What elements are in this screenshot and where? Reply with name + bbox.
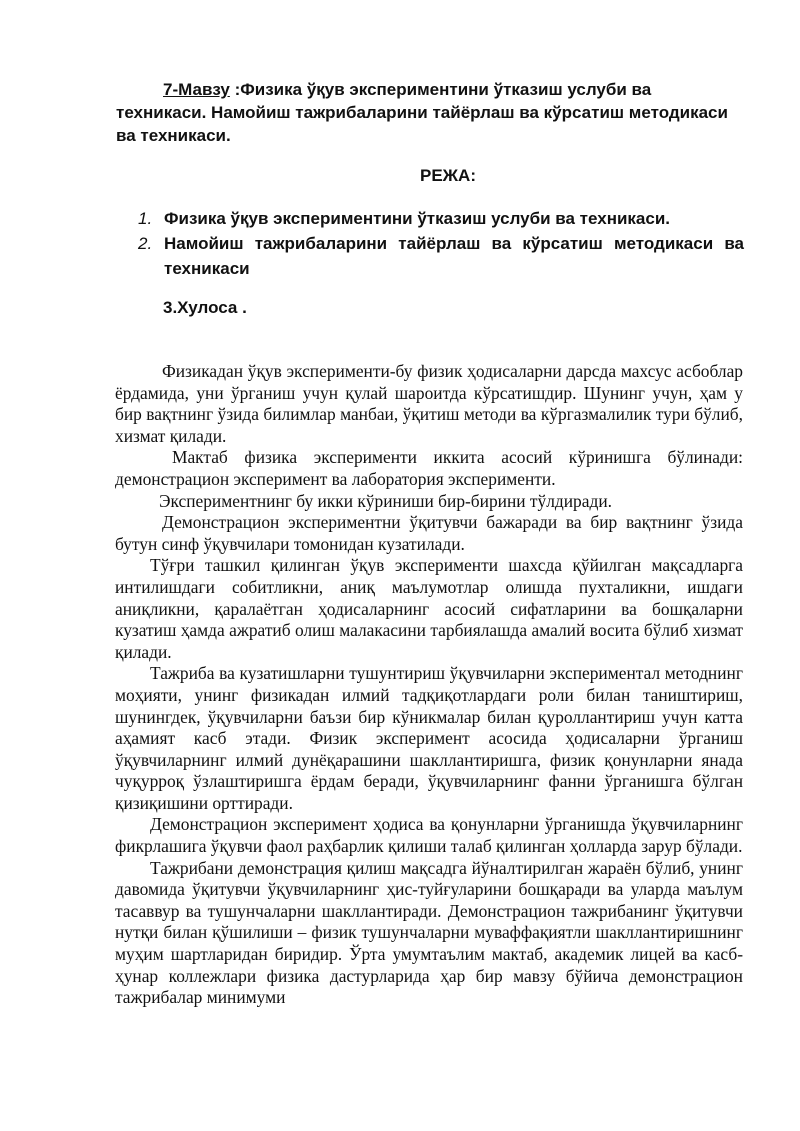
- plan-item-text: Намойиш тажрибаларини тайёрлаш ва кўрсатиш методикаси ва техникаси: [164, 234, 744, 278]
- paragraph: Экспериментнинг бу икки кўриниши бир-бирини тўлдиради.: [159, 490, 612, 511]
- body-text: [115, 361, 743, 1009]
- paragraph: Тажрибани демонстрация қилиш мақсадга йўналтирилган жараён бўлиб, унинг давомида ўқитувчи ўқувчиларнинг ҳис-туйғуларини бошқаради ва уларда маълум тасаввур ва тушунчаларни шакллантиради. Демонстрацион тажрибанинг ўқитувчи нутқи билан қўшилиши – физик тушунчаларни муваффақиятли шакллантиришнинг муҳим шартларидан биридир. Ўрта умумтаълим мактаб, академик лицей ва касб-ҳунар коллежлари физика дастурларида ҳар бир мавзу бўйича демонстрацион тажрибалар минимуми: [115, 857, 743, 1008]
- paragraph: Демонстрацион экспериментни ўқитувчи бажаради ва бир вақтнинг ўзида бутун синф ўқувчилари томонидан кузатилади.: [115, 512, 743, 554]
- paragraph: Мактаб физика эксперименти иккита асосий кўринишга бўлинади: демонстрацион эксперимент ва лаборатория эксперименти.: [115, 447, 743, 489]
- paragraph: Физикадан ўқув эксперименти-бу физик ҳодисаларни дарсда махсус асбоблар ёрдамида, уни ўрганиш учун қулай шароитда кўрсатишдир. Шунинг учун, ҳам у бир вақтнинг ўзида билимлар манбаи, ўқитиш методи ва кўргазмалилик тури бўлиб, хизмат қилади.: [115, 361, 743, 446]
- paragraph: Демонстрацион эксперимент ҳодиса ва қонунларни ўрганишда ўқувчиларнинг фикрлашига ўқувчи фаол раҳбарлик қилиши талаб қилинган ҳолларда зарур бўлади.: [115, 814, 743, 857]
- plan-item-number: 1.: [138, 209, 153, 228]
- title-text: :Физика ўқув экспериментини ўтказиш услуби ва техникаси. Намойиш тажрибаларини тайёрлаш ва кўрсатиш методикаси ва техникаси.: [116, 80, 728, 145]
- plan-item-text: Физика ўқув экспериментини ўтказиш услуби ва техникаси.: [164, 209, 670, 228]
- paragraph: Тажриба ва кузатишларни тушунтириш ўқувчиларни экспериментал методнинг моҳияти, унинг физикадан илмий тадқиқотлардаги роли билан таништириш, шунингдек, ўқувчиларни баъзи бир кўникмалар билан қуроллантириш учун катта аҳамият касб этади. Физик эксперимент асосида ҳодисаларни ўрганиш ўқувчиларнинг илмий дунёқарашини шакллантиришга, физик қонунларни янада чуқурроқ ўзлаштиришга ёрдам беради, ўқувчиларнинг фанни ўрганишга бўлган қизиқишини орттиради.: [115, 663, 743, 813]
- plan-item-1: [138, 206, 744, 231]
- plan-conclusion: 3.Хулоса .: [163, 298, 247, 317]
- paragraph: Тўғри ташкил қилинган ўқув эксперименти шахсда қўйилган мақсадларга интилишдаги собитликни, аниқ маълумотлар олишда пухталикни, ишдаги аниқликни, қаралаётган ҳодисаларнинг асосий сифатларини ва бошқаларни кузатиш ҳамда ажратиб олиш малакасини тарбиялашда амалий восита бўлиб хизмат қилади.: [115, 555, 743, 662]
- plan-item-number: 2.: [138, 234, 153, 253]
- plan-heading: РЕЖА:: [420, 166, 476, 185]
- topic-label: 7-Мавзу: [163, 80, 230, 99]
- document-title: [116, 78, 744, 147]
- plan-item-2: [138, 231, 744, 281]
